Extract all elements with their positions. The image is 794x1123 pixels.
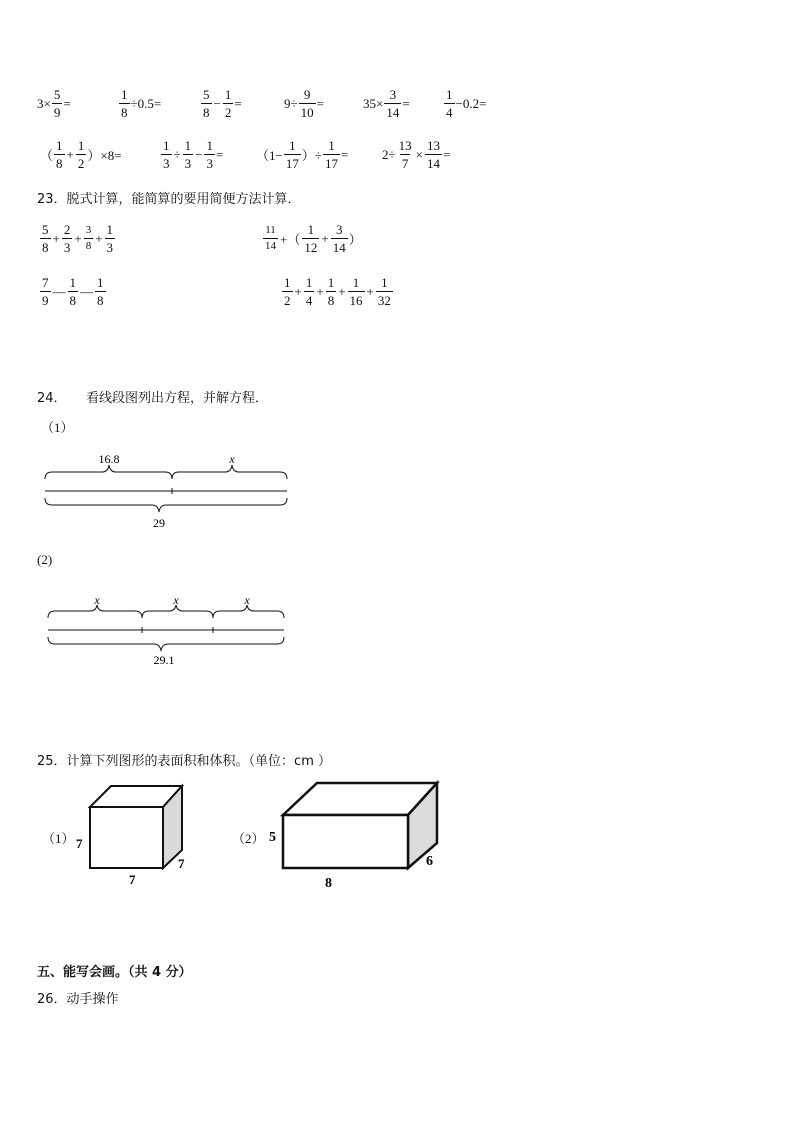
- label-left: 16.8: [98, 452, 120, 466]
- q25-title: 25．计算下列图形的表面积和体积。（单位：cm ）: [37, 754, 331, 769]
- dim-width: 7: [129, 872, 136, 887]
- label-c: x: [244, 596, 250, 607]
- q24-part2-label: (2): [37, 552, 53, 567]
- fraction: $\frac{1}{17}$: [285, 138, 299, 171]
- q23-expr-3: $\frac{7}{9}$ — $\frac{1}{8}$ — $\frac{1}{8}$: [42, 275, 104, 308]
- fraction: $\frac{5}{8}$: [42, 222, 49, 255]
- fraction: $\frac{1}{2}$: [224, 87, 232, 120]
- fraction: $\frac{3}{8}$: [85, 224, 92, 252]
- row1-expr-4: 9÷ $\frac{9}{10}$ =: [284, 87, 324, 120]
- row1-expr-2: $\frac{1}{8}$ ÷0.5=: [121, 87, 162, 120]
- fraction: $\frac{1}{2}$: [77, 138, 85, 171]
- dim-depth: 7: [178, 856, 185, 871]
- q26-title: 26．动手操作: [37, 992, 119, 1007]
- dim-depth: 6: [426, 854, 433, 869]
- label-total: 29: [153, 516, 165, 530]
- dim-height: 5: [269, 830, 276, 845]
- row2-expr-1: （ $\frac{1}{8}$ + $\frac{1}{2}$ ）×8=: [40, 138, 122, 171]
- row1-expr-6: $\frac{1}{4}$ −0.2=: [446, 87, 487, 120]
- row1-expr-5: 35× $\frac{3}{14}$ =: [363, 87, 410, 120]
- fraction: $\frac{2}{3}$: [63, 222, 71, 255]
- fraction: $\frac{1}{8}$: [327, 275, 335, 308]
- fraction: $\frac{1}{16}$: [349, 275, 363, 308]
- row2-expr-3: （1− $\frac{1}{17}$ ）÷ $\frac{1}{17}$ =: [256, 138, 349, 171]
- fraction: $\frac{5}{9}$: [53, 87, 61, 120]
- fraction: $\frac{9}{10}$: [300, 87, 314, 120]
- shape2-label: （2）: [232, 831, 265, 846]
- q23-title: 23．脱式计算，能简算的要用简便方法计算．: [37, 192, 301, 207]
- label-right: x: [229, 452, 235, 466]
- line-diagram-2: [40, 596, 292, 672]
- q24-part1-label: （1）: [41, 420, 74, 435]
- label-total: 29.1: [153, 653, 175, 667]
- row2-expr-2: $\frac{1}{3}$ ÷ $\frac{1}{3}$ − $\frac{1}{3}$ =: [163, 138, 224, 171]
- brace-right: [172, 465, 287, 479]
- fraction: $\frac{1}{3}$: [106, 222, 114, 255]
- fraction: $\frac{1}{4}$: [305, 275, 313, 308]
- q23-expr-2: $\frac{11}{14}$ +（ $\frac{1}{12}$ + $\frac{3}{14}$ ）: [265, 222, 362, 255]
- row2-expr-4: 2÷ $\frac{13}{7}$ × $\frac{13}{14}$ =: [382, 138, 451, 171]
- cuboid-figure: [265, 775, 450, 895]
- fraction: $\frac{1}{3}$: [163, 138, 170, 171]
- fraction: $\frac{11}{14}$: [265, 224, 276, 252]
- cube-front-face: [90, 807, 163, 868]
- q23-expr-1: $\frac{5}{8}$ + $\frac{2}{3}$ + $\frac{3}{8}$ + $\frac{1}{3}$: [42, 222, 114, 255]
- fraction: $\frac{1}{8}$: [121, 87, 128, 120]
- fraction: $\frac{3}{14}$: [386, 87, 400, 120]
- fraction: $\frac{1}{17}$: [324, 138, 338, 171]
- row1-expr-3: $\frac{5}{8}$ − $\frac{1}{2}$ =: [203, 87, 242, 120]
- q23-expr-4: $\frac{1}{2}$ + $\frac{1}{4}$ + $\frac{1}{8}$ + $\frac{1}{16}$ + $\frac{1}{32}$: [284, 275, 391, 308]
- fraction: $\frac{7}{9}$: [42, 275, 49, 308]
- shape1-label: （1）: [42, 831, 75, 846]
- brace-total: [48, 637, 284, 651]
- cuboid-front-face: [283, 815, 408, 868]
- fraction: $\frac{13}{7}$: [398, 138, 412, 171]
- fraction: $\frac{3}{14}$: [332, 222, 346, 255]
- label-a: x: [94, 596, 100, 607]
- brace-total: [45, 498, 287, 512]
- cube-figure: [70, 780, 200, 890]
- fraction: $\frac{13}{14}$: [426, 138, 440, 171]
- section-5-title: 五、能写会画。（共 4 分）: [37, 965, 192, 980]
- fraction: $\frac{1}{3}$: [184, 138, 192, 171]
- brace-left: [45, 465, 172, 479]
- fraction: $\frac{1}{8}$: [97, 275, 104, 308]
- dim-height: 7: [76, 836, 83, 851]
- fraction: $\frac{1}{8}$: [69, 275, 76, 308]
- dim-width: 8: [325, 876, 332, 891]
- fraction: $\frac{1}{8}$: [56, 138, 63, 171]
- line-diagram-1: [36, 452, 298, 534]
- fraction: $\frac{1}{3}$: [206, 138, 213, 171]
- label-b: x: [173, 596, 179, 607]
- row1-expr-1: 3× $\frac{5}{9}$ =: [37, 87, 71, 120]
- fraction: $\frac{1}{2}$: [284, 275, 291, 308]
- fraction: $\frac{1}{12}$: [304, 222, 318, 255]
- fraction: $\frac{1}{32}$: [377, 275, 391, 308]
- q24-title: 24． 看线段图列出方程，并解方程．: [37, 391, 269, 406]
- fraction: $\frac{1}{4}$: [446, 87, 453, 120]
- fraction: $\frac{5}{8}$: [203, 87, 210, 120]
